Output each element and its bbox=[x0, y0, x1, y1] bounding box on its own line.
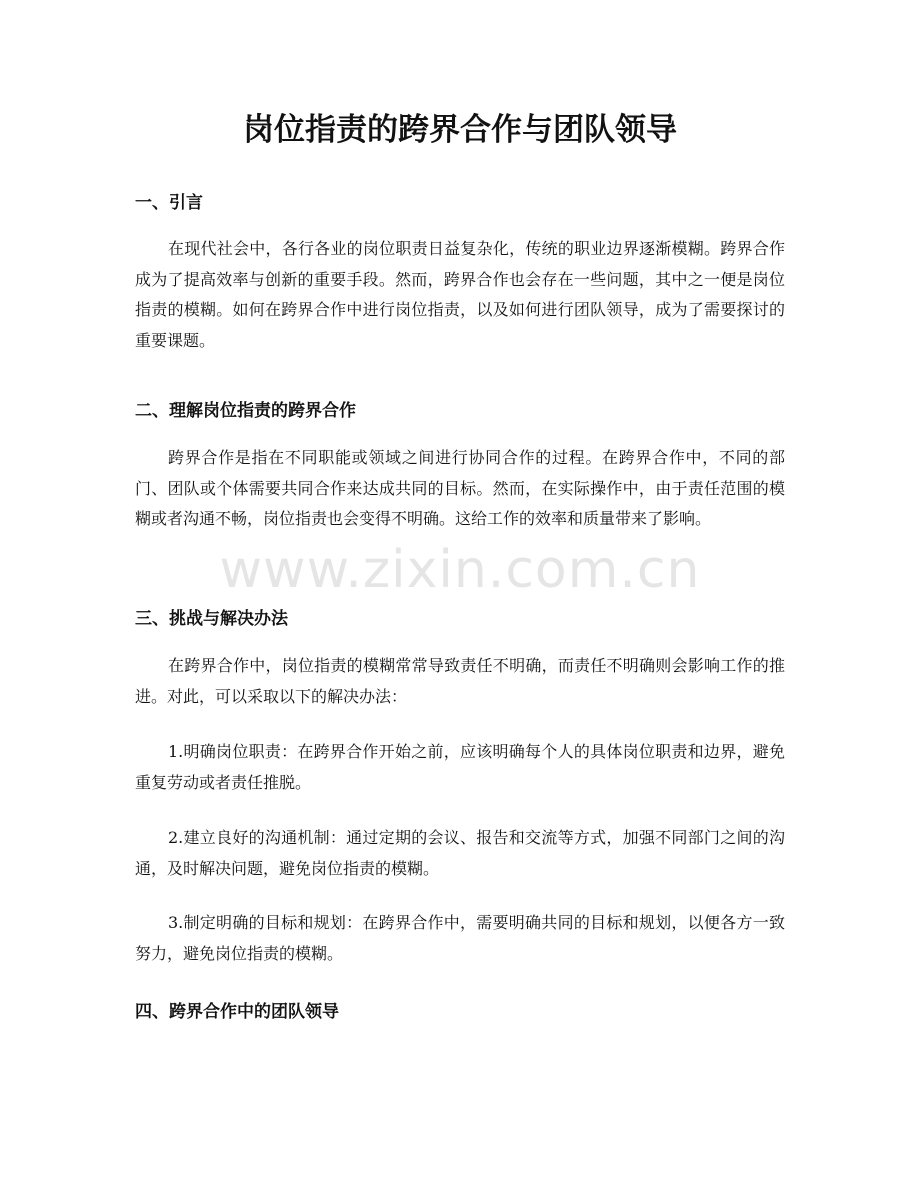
section-heading-leadership: 四、跨界合作中的团队领导 bbox=[135, 1002, 339, 1022]
list-item-3: 3.制定明确的目标和规划：在跨界合作中，需要明确共同的目标和规划，以便各方一致努力，避免岗位指责的模糊。 bbox=[135, 913, 785, 963]
list-item-1: 1.明确岗位职责：在跨界合作开始之前，应该明确每个人的具体岗位职责和边界，避免重复劳动或者责任推脱。 bbox=[135, 742, 785, 792]
section-heading-understanding: 二、理解岗位指责的跨界合作 bbox=[135, 401, 356, 421]
paragraph-understanding: 跨界合作是指在不同职能或领域之间进行协同合作的过程。在跨界合作中，不同的部门、团队或个体需要共同合作来达成共同的目标。然而，在实际操作中，由于责任范围的模糊或者沟通不畅，岗位指责也会变得不明确。这给工作的效率和质量带来了影响。 bbox=[135, 448, 785, 528]
section-heading-intro: 一、引言 bbox=[135, 193, 203, 213]
list-item-2: 2.建立良好的沟通机制：通过定期的会议、报告和交流等方式，加强不同部门之间的沟通，及时解决问题，避免岗位指责的模糊。 bbox=[135, 828, 785, 878]
watermark: www.zixin.com.cn bbox=[219, 540, 701, 600]
section-heading-challenges: 三、挑战与解决办法 bbox=[135, 609, 288, 629]
paragraph-intro: 在现代社会中，各行各业的岗位职责日益复杂化，传统的职业边界逐渐模糊。跨界合作成为了提高效率与创新的重要手段。然而，跨界合作也会存在一些问题，其中之一便是岗位指责的模糊。如何在跨界合作中进行岗位指责，以及如何进行团队领导，成为了需要探讨的重要课题。 bbox=[135, 239, 785, 350]
document-title: 岗位指责的跨界合作与团队领导 bbox=[243, 112, 677, 148]
paragraph-challenges: 在跨界合作中，岗位指责的模糊常常导致责任不明确，而责任不明确则会影响工作的推进。对此，可以采取以下的解决办法： bbox=[135, 656, 785, 706]
